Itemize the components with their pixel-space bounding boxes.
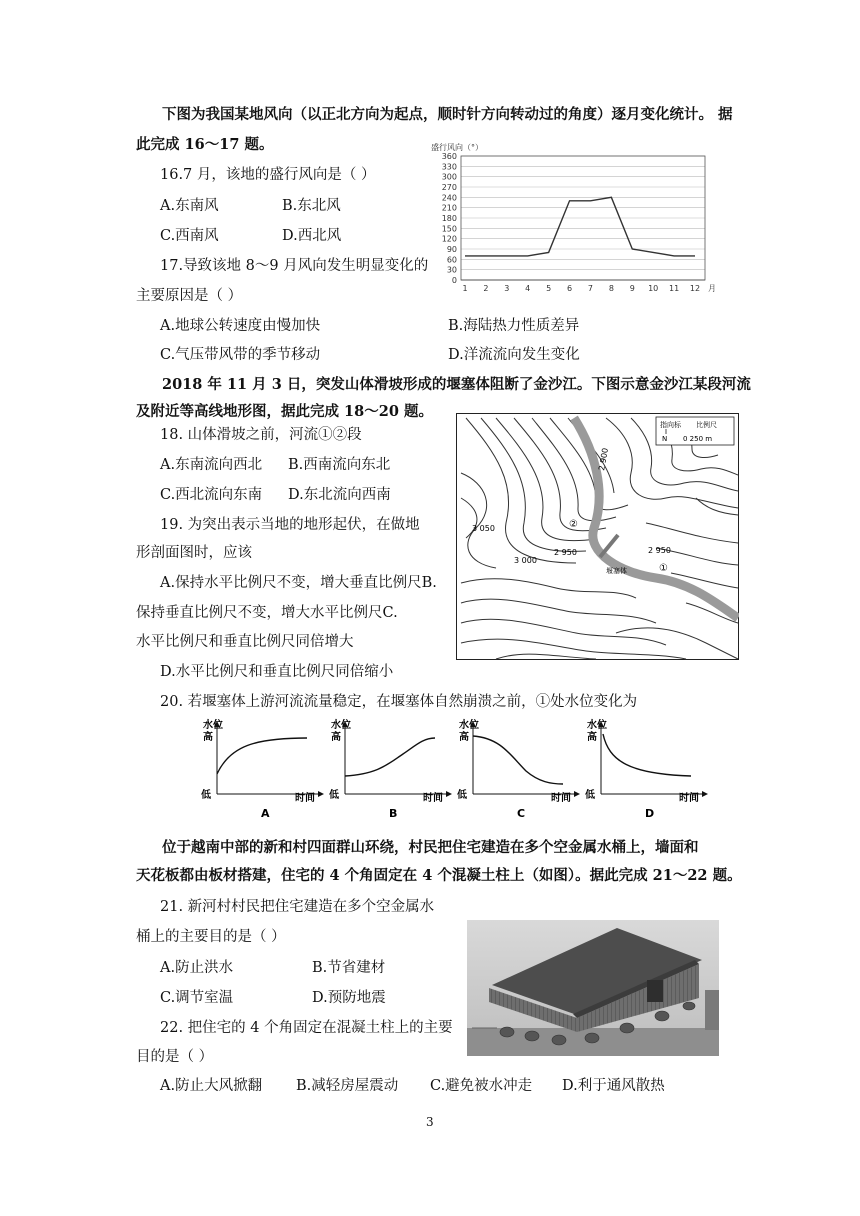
q17-stem-2: 主要原因是（ ） [136, 288, 243, 304]
q21-option-b[interactable]: B.节省建材 [312, 960, 386, 976]
x-tick-label: 10 [648, 284, 659, 293]
y-tick-label: 240 [441, 193, 457, 203]
graph-c-curve [473, 736, 563, 784]
q17-option-b[interactable]: B.海陆热力性质差异 [448, 318, 580, 334]
q21-option-c[interactable]: C.调节室温 [160, 990, 234, 1006]
graph-c-label: C [517, 807, 526, 820]
y-tick-label: 360 [441, 152, 457, 161]
q21-option-d[interactable]: D.预防地震 [312, 990, 386, 1006]
q19-line-5[interactable]: 水平比例尺和垂直比例尺同倍增大 [136, 634, 354, 650]
dam-label: 堰塞体 [606, 567, 627, 575]
y-tick-label: 60 [446, 255, 457, 265]
y-tick-label: 180 [441, 214, 457, 223]
q21-option-a[interactable]: A.防止洪水 [160, 960, 234, 976]
x-tick-label: 8 [608, 284, 614, 293]
q17-option-d[interactable]: D.洋流流向发生变化 [448, 347, 580, 363]
intro-2-line-2: 及附近等高线地形图，据此完成 18～20 题。 [136, 403, 433, 420]
wind-direction-chart [425, 140, 725, 300]
intro-1-line-1: 下图为我国某地风向（以正北方向为起点，顺时针方向转动过的角度）逐月变化统计。 据 [162, 106, 733, 123]
q18-option-d[interactable]: D.东北流向西南 [288, 487, 391, 503]
q20-graph-a [201, 718, 323, 820]
graph-b-axis-high: 高 [331, 732, 341, 743]
q22-stem-2: 目的是（ ） [136, 1049, 214, 1065]
graph-a-axis-y: 水位 [203, 720, 223, 731]
q19-line-3[interactable]: A.保持水平比例尺不变，增大垂直比例尺B. [160, 575, 437, 591]
q17-stem-1: 17.导致该地 8～9 月风向发生明显变化的 [160, 258, 429, 274]
q19-line-2: 形剖面图时，应该 [136, 545, 252, 561]
q20-graph-c [457, 718, 579, 820]
x-tick-label: 12 [689, 284, 701, 293]
contour-label-2900: 2 900 [597, 447, 610, 472]
graph-c-axis-y: 水位 [459, 720, 479, 731]
x-tick-label: 3 [504, 284, 510, 293]
contour-label-2950-a: 2 950 [554, 548, 577, 557]
q16-option-a[interactable]: A.东南风 [160, 198, 219, 214]
q18-option-b[interactable]: B.西南流向东北 [288, 457, 391, 473]
map-legend-scale-values: 0 250 m [683, 435, 713, 443]
graph-c-axis-x: 时间 [551, 793, 571, 804]
river-mark-1: ① [659, 563, 668, 574]
q22-option-b[interactable]: B.减轻房屋震动 [296, 1078, 399, 1094]
graph-b-axis-low: 低 [329, 790, 339, 801]
q21-stem-1: 21. 新河村村民把住宅建造在多个空金属水 [160, 899, 435, 915]
q22-option-a[interactable]: A.防止大风掀翻 [160, 1078, 263, 1094]
map-legend-scale: 比例尺 [696, 421, 717, 429]
q17-option-c[interactable]: C.气压带风带的季节移动 [160, 347, 321, 363]
intro-2-line-1: 2018 年 11 月 3 日，突发山体滑坡形成的堰塞体阻断了金沙江。下图示意金沙江某段河流 [162, 376, 751, 393]
contour-label-2950-b: 2 950 [648, 546, 671, 555]
map-legend-n: N [662, 435, 668, 443]
y-tick-label: 120 [441, 234, 457, 244]
q22-option-c[interactable]: C.避免被水冲走 [430, 1078, 533, 1094]
q17-option-a[interactable]: A.地球公转速度由慢加快 [160, 318, 321, 334]
x-tick-label: 5 [546, 284, 552, 293]
y-tick-label: 300 [441, 172, 457, 182]
q19-line-1: 19. 为突出表示当地的地形起伏，在做地 [160, 517, 420, 533]
q18-option-c[interactable]: C.西北流向东南 [160, 487, 263, 503]
stilt-house-photo [467, 920, 719, 1056]
graph-d-label: D [645, 807, 655, 820]
x-tick-label: 11 [668, 284, 680, 293]
y-tick-label: 330 [441, 162, 457, 172]
x-tick-label: 2 [483, 284, 489, 293]
graph-d-axis-x: 时间 [679, 793, 699, 804]
q22-option-d[interactable]: D.利于通风散热 [562, 1078, 665, 1094]
graph-a-curve [217, 738, 307, 774]
x-tick-label: 9 [629, 284, 635, 293]
graph-d-axis-high: 高 [587, 732, 597, 743]
graph-b-axis-x: 时间 [423, 793, 443, 804]
graph-d-axis-low: 低 [585, 790, 595, 801]
y-tick-label: 210 [441, 203, 457, 213]
river-mark-2: ② [569, 519, 578, 530]
q16-option-c[interactable]: C.西南风 [160, 228, 219, 244]
q16-option-b[interactable]: B.东北风 [282, 198, 341, 214]
q20-graph-d [585, 718, 707, 820]
wind-series-line [465, 197, 695, 256]
graph-b-curve [345, 738, 435, 776]
intro-1-line-2: 此完成 16～17 题。 [136, 136, 274, 153]
contour-label-3000: 3 000 [514, 556, 537, 565]
graph-b-axis-y: 水位 [331, 720, 351, 731]
graph-d-axis-y: 水位 [587, 720, 607, 731]
q19-line-4[interactable]: 保持垂直比例尺不变，增大水平比例尺C. [136, 605, 398, 621]
q20-graphs [195, 716, 715, 821]
q16-option-d[interactable]: D.西北风 [282, 228, 342, 244]
y-tick-label: 90 [446, 245, 457, 254]
graph-a-axis-x: 时间 [295, 793, 315, 804]
x-tick-label: 6 [566, 284, 573, 293]
page-number: 3 [426, 1115, 434, 1129]
graph-c-axis-low: 低 [457, 790, 467, 801]
graph-a-axis-high: 高 [203, 732, 213, 743]
y-tick-label: 270 [441, 183, 457, 192]
intro-3-line-2: 天花板都由板材搭建，住宅的 4 个角固定在 4 个混凝土柱上（如图）。据此完成 21～22 题。 [136, 867, 742, 884]
x-tick-label: 1 [462, 284, 468, 293]
graph-a-axis-low: 低 [201, 790, 211, 801]
q21-stem-2: 桶上的主要目的是（ ） [136, 929, 286, 945]
intro-3-line-1: 位于越南中部的新和村四面群山环绕，村民把住宅建造在多个空金属水桶上，墙面和 [162, 839, 699, 856]
contour-label-3050: 3 050 [472, 524, 495, 533]
y-tick-label: 30 [446, 265, 457, 275]
q20-stem: 20. 若堰塞体上游河流流量稳定，在堰塞体自然崩溃之前，①处水位变化为 [160, 694, 638, 710]
y-tick-label: 150 [441, 224, 457, 234]
contour-map [456, 413, 739, 660]
x-tick-label: 7 [587, 284, 594, 293]
q22-stem-1: 22. 把住宅的 4 个角固定在混凝土柱上的主要 [160, 1020, 453, 1036]
chart-xlabel: 月 [708, 284, 716, 293]
graph-c-axis-high: 高 [459, 732, 469, 743]
y-tick-label: 0 [451, 276, 457, 285]
map-legend-north: 指向标 [660, 421, 681, 429]
q20-graph-b [329, 718, 451, 820]
q18-option-a[interactable]: A.东南流向西北 [160, 457, 263, 473]
q16-stem: 16.7 月，该地的盛行风向是（ ） [160, 167, 376, 183]
q18-stem: 18. 山体滑坡之前，河流①②段 [160, 427, 362, 443]
x-tick-label: 4 [525, 284, 531, 293]
chart-ylabel: 盛行风向（°） [431, 143, 483, 152]
q19-line-6[interactable]: D.水平比例尺和垂直比例尺同倍缩小 [160, 664, 394, 680]
graph-b-label: B [389, 807, 398, 820]
graph-d-curve [603, 734, 691, 776]
graph-a-label: A [261, 807, 270, 820]
